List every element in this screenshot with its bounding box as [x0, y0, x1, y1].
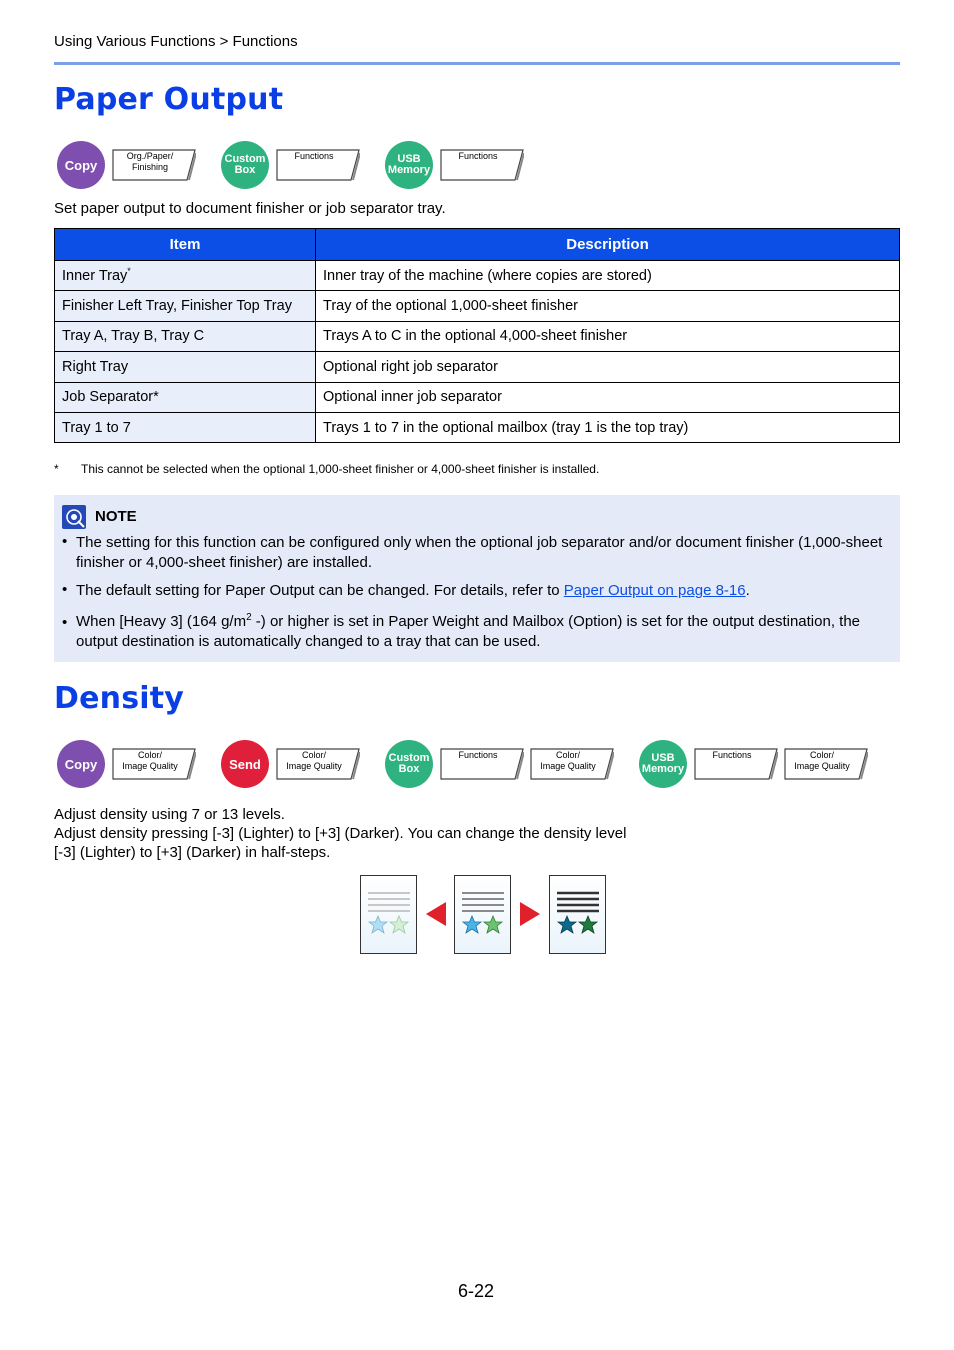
lighter-page-icon — [360, 875, 417, 954]
section-title-density: Density — [54, 681, 185, 716]
bullet: • — [62, 581, 68, 598]
tab-label: Color/ Image Quality — [794, 750, 850, 771]
superscript: 2 — [246, 612, 252, 623]
page-number: 6-22 — [458, 1281, 495, 1301]
tab-label: Functions — [712, 750, 752, 760]
item-cell: Right Tray — [55, 352, 316, 382]
density-text-2: Adjust density pressing [-3] (Lighter) to [+3] (Darker). You can change the density level — [54, 825, 627, 842]
table-row — [55, 261, 900, 291]
custom-box-badge: Custom Box — [221, 141, 269, 189]
description-cell: Optional inner job separator — [316, 382, 900, 412]
custom-box-tab-functions — [440, 748, 524, 780]
usb-memory-tab-color-image-quality — [784, 748, 868, 780]
note-item-1: The setting for this function can be configured only when the optional job separator and/or document finisher (1,000-sheet finisher or 4,000-sheet finisher) are installed. — [76, 534, 883, 571]
copy-badge: Copy — [57, 141, 105, 189]
paper-output-table — [54, 228, 900, 443]
header-rule — [54, 62, 900, 65]
table-row — [55, 321, 900, 351]
item-cell — [55, 261, 316, 291]
tab-label: Functions — [458, 151, 498, 161]
arrow-left-icon — [426, 902, 446, 926]
note-item-2 — [76, 581, 896, 601]
bullet: • — [62, 614, 68, 631]
tab-label: Functions — [294, 151, 334, 161]
copy-tab-color-image-quality — [112, 748, 196, 780]
usb-memory-badge: USB Memory — [385, 141, 433, 189]
bullet: • — [62, 533, 68, 550]
footnote: This cannot be selected when the optional 1,000-sheet finisher or 4,000-sheet finisher is installed. — [81, 462, 600, 476]
paper-output-nav-row — [54, 140, 900, 192]
note-box — [54, 495, 900, 662]
usb-memory-tab-functions — [694, 748, 778, 780]
darker-page-icon — [549, 875, 606, 954]
section-title-paper-output: Paper Output — [54, 82, 284, 117]
breadcrumb: Using Various Functions > Functions — [54, 33, 298, 50]
note-item-2-end: . — [745, 582, 750, 599]
table-row — [55, 382, 900, 412]
send-badge: Send — [221, 740, 269, 788]
column-header-item: Item — [55, 229, 316, 261]
usb-memory-badge: USB Memory — [639, 740, 687, 788]
item-cell: Tray A, Tray B, Tray C — [55, 321, 316, 351]
note-item-3-text: When [Heavy 3] (164 g/m — [76, 613, 247, 630]
copy-tab-org-paper-finishing — [112, 149, 196, 181]
copy-badge: Copy — [57, 740, 105, 788]
density-illustration — [360, 874, 606, 956]
description-cell: Tray of the optional 1,000-sheet finisher — [316, 291, 900, 321]
density-nav-row — [54, 739, 900, 791]
tab-label: Functions — [458, 750, 498, 760]
item-cell: Tray 1 to 7 — [55, 412, 316, 442]
send-tab-color-image-quality — [276, 748, 360, 780]
tab-label: Org./Paper/ Finishing — [126, 151, 174, 172]
description-cell: Trays 1 to 7 in the optional mailbox (tray 1 is the top tray) — [316, 412, 900, 442]
note-icon — [62, 505, 86, 529]
description-cell: Trays A to C in the optional 4,000-sheet finisher — [316, 321, 900, 351]
arrow-right-icon — [520, 902, 540, 926]
density-text-1: Adjust density using 7 or 13 levels. — [54, 806, 285, 823]
table-row — [55, 352, 900, 382]
custom-box-tab-color-image-quality — [530, 748, 614, 780]
usb-memory-tab-functions — [440, 149, 524, 181]
footnote-mark: * — [54, 462, 59, 476]
item-text: Inner Tray — [62, 267, 128, 284]
item-cell: Finisher Left Tray, Finisher Top Tray — [55, 291, 316, 321]
item-cell: Job Separator* — [55, 382, 316, 412]
note-title: NOTE — [95, 508, 137, 525]
normal-page-icon — [454, 875, 511, 954]
tab-label: Color/ Image Quality — [286, 750, 342, 771]
custom-box-tab-functions — [276, 149, 360, 181]
custom-box-badge: Custom Box — [385, 740, 433, 788]
note-item-3 — [76, 612, 896, 651]
description-cell: Inner tray of the machine (where copies are stored) — [316, 261, 900, 291]
note-item-2-text: The default setting for Paper Output can be changed. For details, refer to — [76, 582, 564, 599]
description-cell: Optional right job separator — [316, 352, 900, 382]
table-row — [55, 412, 900, 442]
column-header-description: Description — [316, 229, 900, 261]
paper-output-page-link[interactable]: Paper Output on page 8-16 — [563, 582, 746, 599]
density-text-3: [-3] (Lighter) to [+3] (Darker) in half-steps. — [54, 844, 331, 861]
table-row — [55, 291, 900, 321]
tab-label: Color/ Image Quality — [122, 750, 178, 771]
tab-label: Color/ Image Quality — [540, 750, 596, 771]
table-header-row — [55, 229, 900, 261]
footnote-ref: * — [127, 265, 131, 276]
paper-output-intro: Set paper output to document finisher or job separator tray. — [54, 200, 446, 217]
note-item-3-rest: -) or higher is set in Paper Weight and Mailbox (Option) is set for the output destination, the output destination is automatically changed to a tray that can be used. — [76, 613, 861, 650]
